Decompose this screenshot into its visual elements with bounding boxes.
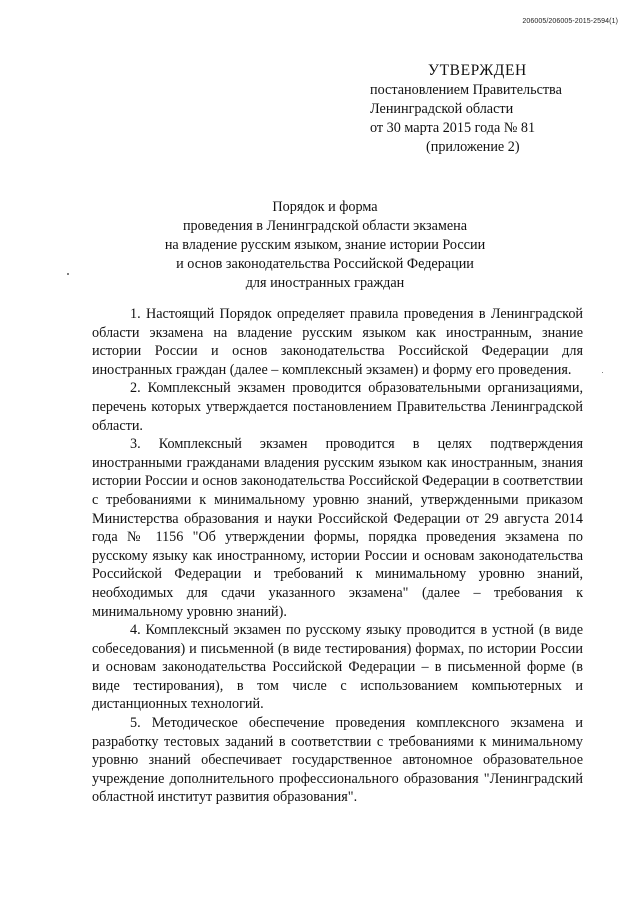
approval-line-3: от 30 марта 2015 года № 81 [370, 120, 536, 136]
approval-line-1: постановлением Правительства [370, 82, 562, 98]
approval-line-2: Ленинградской области [370, 101, 514, 117]
paragraph-4: 4. Комплексный экзамен по русскому языку проводится в устной (в виде собеседования) и письменной (в виде тестирования) формах, по истории России и основам законодательства Российской Федерации – в письменной форме (в виде тестирования), в том числе с использованием компьютерных и дистанционных технологий. [92, 622, 583, 713]
document-heading [95, 198, 555, 293]
document-id: 206005/206005-2015-2594(1) [522, 18, 618, 25]
paragraph-2: 2. Комплексный экзамен проводится образовательными организациями, перечень которых утверждается постановлением Правительства Ленинградской области. [92, 380, 583, 434]
paragraph-1: 1. Настоящий Порядок определяет правила проведения в Ленинградской области экзамена на владение русским языком как иностранным, знание истории России и основ законодательства Российской Федерации для иностранных граждан (далее – комплексный экзамен) и форму его проведения. [92, 306, 583, 378]
heading-line-3: на владение русским языком, знание истории России [164, 237, 486, 253]
scan-speck [602, 372, 603, 373]
paragraph-5: 5. Методическое обеспечение проведения комплексного экзамена и разработку тестовых заданий в соответствии с требованиями к минимальному уровню знаний обеспечивает государственное автономное образовательное учреждение дополнительного профессионального образования "Ленинградский областной институт развития образования". [92, 715, 583, 806]
approval-title: УТВЕРЖДЕН [428, 62, 527, 79]
heading-line-5: для иностранных граждан [245, 275, 405, 291]
approval-block [370, 61, 610, 157]
approval-appendix: (приложение 2) [426, 139, 520, 155]
document-body [92, 305, 583, 807]
paragraph-3: 3. Комплексный экзамен проводится в целях подтверждения иностранными гражданами владения русским языком как иностранным, знания истории России и основ законодательства Российской Федерации в соответствии с требованиями к минимальному уровню знаний, утвержденными приказом Министерства образования и науки Российской Федерации от 29 августа 2014 года № 1156 "Об утверждении формы, порядка проведения экзамена по русскому языку как иностранному, истории России и основам законодательства Российской Федерации и требований к минимальному уровню знаний, необходимых для сдачи указанного экзамена" (далее – требования к минимальному уровню знаний). [92, 436, 583, 620]
heading-line-1: Порядок и форма [272, 199, 378, 215]
heading-line-4: и основ законодательства Российской Федерации [176, 256, 474, 272]
scan-speck [67, 273, 69, 275]
heading-line-2: проведения в Ленинградской области экзамена [182, 218, 468, 234]
